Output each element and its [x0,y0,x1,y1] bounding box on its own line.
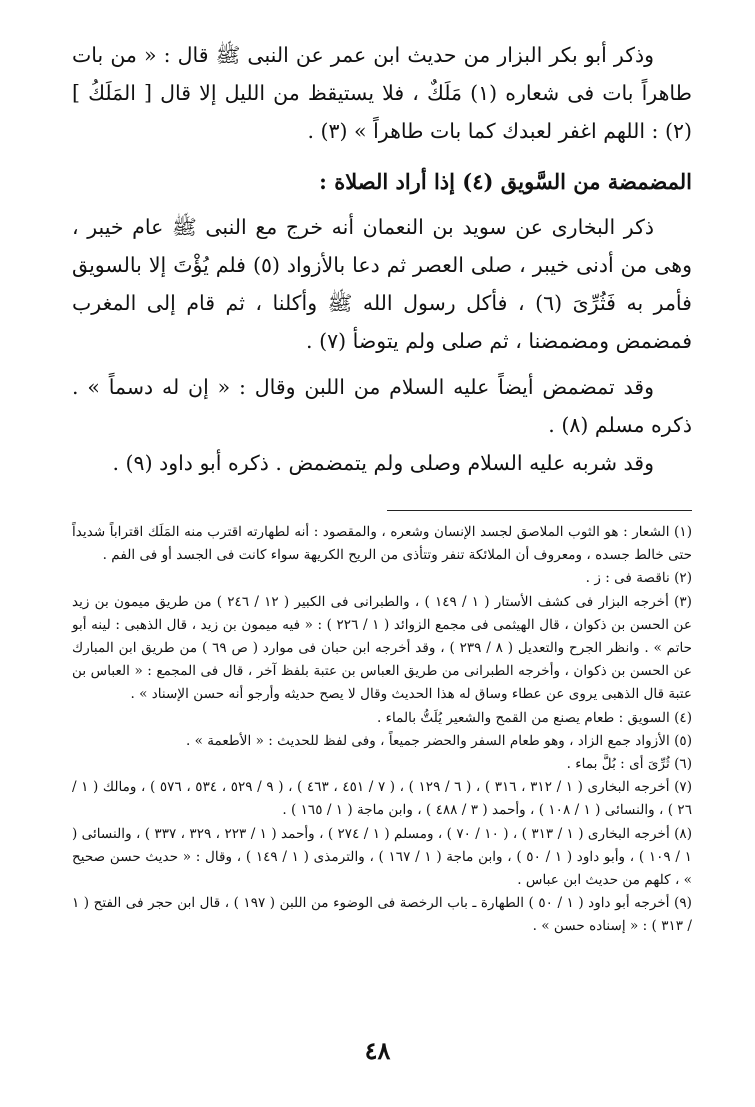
footnote-8: (٨) أخرجه البخارى ( ١ / ٣١٣ ) ، ( ١٠ / ٧٠ ) ، ومسلم ( ١ / ٢٧٤ ) ، وأحمد ( ١ / ٢٢٣ ، ٣٢٩ ، ٣٣٧ ) ، والنسائى ( ١ / ١٠٩ ) ، وأبو داود ( ١ / ٥٠ ) ، وابن ماجة ( ١ / ١٦٧ ) ، والترمذى ( ١ / ١٤٩ ) ، وقال : « حديث حسن صحيح » ، كلهم من حديث ابن عباس . [72,825,693,889]
page-content [72,36,692,1076]
section-heading: المضمضة من السَّويق (٤) إذا أراد الصلاة : [319,169,692,194]
footnote-1: (١) الشعار : هو الثوب الملاصق لجسد الإنسان وشعره ، والمقصود : أنه لطهارته اقترب منه المَلَك اقتراباً شديداً حتى خالط جسده ، ومعروف أن الملائكة تنفر وتتأذى من الريح الكريهة سواء كانت فى الجسد أو فى الفم . [72,524,692,564]
footnote-3: (٣) أخرجه البزار فى كشف الأستار ( ١ / ١٤٩ ) ، والطبرانى فى الكبير ( ١٢ / ٢٤٦ ) من طريق ميمون بن زيد عن الحسن بن ذكوان ، قال الهيثمى فى مجمع الزوائد ( ١ / ٢٢٦ ) : « فيه ميمون بن زيد ، قال الذهبى : لينه أبو حاتم » . وانظر الجرح والتعديل ( ٨ / ٢٣٩ ) ، وقد أخرجه ابن حبان فى موارد ( ص ٦٩ ) من طريق ابن المبارك عن الحسن بن ذكوان ، وأخرجه الطبرانى من طريق العباس بن عتبة بلفظ آخر ، قال فى المجمع : « العباس بن عتبة قال الذهبى يروى عن عطاء وساق له هذا الحديث وقال لا يصح حديثه وأرجو أنه حسن الإسناد » . [72,593,692,703]
footnote-9: (٩) أخرجه أبو داود ( ١ / ٥٠ ) الطهارة ـ باب الرخصة فى الوضوء من اللبن ( ١٩٧ ) ، قال ابن حجر فى الفتح ( ١ / ٣١٣ ) : « إسناده حسن » . [72,895,692,935]
footnote-2: (٢) ناقصة فى : ز . [585,570,692,587]
footnote-4: (٤) السويق : طعام يصنع من القمح والشعير يُلَتُّ بالماء . [377,709,692,726]
footnote-6: (٦) ثُرِّىَ أى : بُلَّ بماء . [566,756,692,773]
spacer [72,360,692,368]
spacer [72,150,692,158]
page-number: ٤٨ [364,1036,391,1065]
body-paragraph-1: وذكر أبو بكر البزار من حديث ابن عمر عن النبى ﷺ قال : « من بات طاهراً بات فى شعاره (١) مَلَكٌ ، فلا يستيقظ من الليل إلا قال [ المَلَكُ ] (٢) : اللهم اغفر لعبدك كما بات طاهراً » (٣) . [72,43,692,143]
footnote-5: (٥) الأزواد جمع الزاد ، وهو طعام السفر والحضر جميعاً ، وفى لفظ للحديث : « الأطعمة » . [185,732,692,749]
footnote-divider [387,510,692,511]
body-paragraph-3: وقد تمضمض أيضاً عليه السلام من اللبن وقال : « إن له دسماً » . ذكره مسلم (٨) . [72,375,692,437]
footnote-7: (٧) أخرجه البخارى ( ١ / ٣١٢ ، ٣١٦ ) ، ( ٦ / ١٢٩ ) ، ( ٧ / ٤٥١ ، ٤٦٣ ) ، ( ٩ / ٥٢٩ ، ٥٣٤ ، ٥٧٦ ) ، ومالك ( ١ / ٢٦ ) ، والنسائى ( ١ / ١٠٨ ) ، وأحمد ( ٣ / ٤٨٨ ) ، وابن ماجة ( ١ / ١٦٥ ) . [72,779,693,819]
footnotes [72,521,692,939]
body-paragraph-2: ذكر البخارى عن سويد بن النعمان أنه خرج مع النبى ﷺ عام خيبر ، وهى من أدنى خيبر ، صلى العصر ثم دعا بالأزواد (٥) فلم يُؤْتَ إلا بالسويق فأمر به فَثُرِّىَ (٦) ، فأكل رسول الله ﷺ وأكلنا ، ثم قام إلى المغرب فمضمض ومضمضنا ، ثم صلى ولم يتوضأ (٧) . [72,215,692,353]
body-paragraph-4: وقد شربه عليه السلام وصلى ولم يتمضمض . ذكره أبو داود (٩) . [112,451,654,475]
